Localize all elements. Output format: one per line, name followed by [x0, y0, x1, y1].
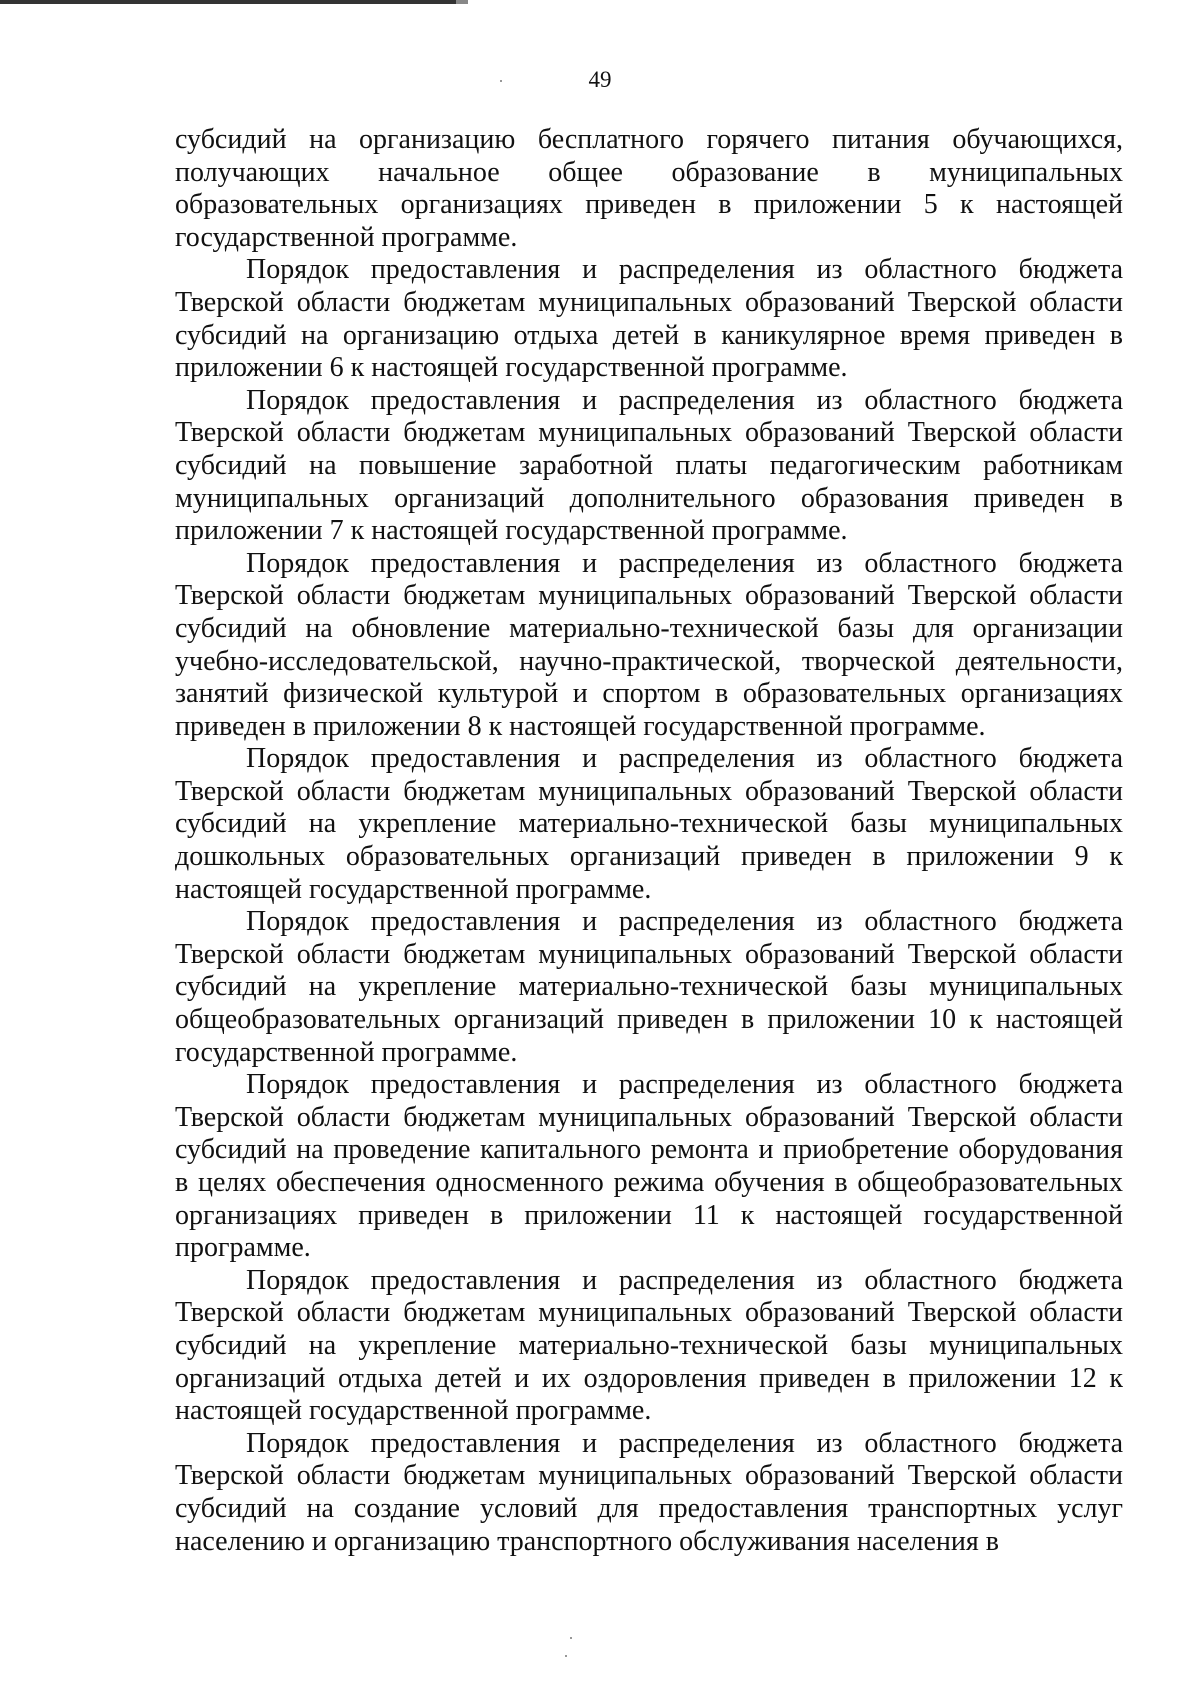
paragraph: Порядок предоставления и распределения из областного бюджета Тверской области бюджетам муниципальных образований Тверской области субсидий на укрепление материально-технической базы муниципальных организаций отдыха детей и их оздоровления приведен в приложении 12 к настоящей государственной программе. [175, 1264, 1123, 1427]
page-number: 49 [588, 67, 612, 92]
paragraph: Порядок предоставления и распределения из областного бюджета Тверской области бюджетам муниципальных образований Тверской области субсидий на обновление материально-технической базы для организации учебно-исследовательской, научно-практической, творческой деятельности, занятий физической культурой и спортом в образовательных организациях приведен в приложении 8 к настоящей государственной программе. [175, 547, 1123, 742]
scan-top-edge [0, 0, 1200, 4]
paragraph: Порядок предоставления и распределения из областного бюджета Тверской области бюджетам муниципальных образований Тверской области субсидий на укрепление материально-технической базы муниципальных дошкольных образовательных организаций приведен в приложении 9 к настоящей государственной программе. [175, 743, 1123, 905]
paragraph: Порядок предоставления и распределения из областного бюджета Тверской области бюджетам муниципальных образований Тверской области субсидий на организацию отдыха детей в каникулярное время приведен в приложении 6 к настоящей государственной программе. [175, 254, 1123, 384]
paragraph: Порядок предоставления и распределения из областного бюджета Тверской области бюджетам муниципальных образований Тверской области субсидий на проведение капитального ремонта и приобретение оборудования в целях обеспечения односменного режима обучения в общеобразовательных организациях приведен в приложении 11 к настоящей государственной программе. [175, 1069, 1123, 1264]
paragraph-continued: Порядок предоставления и распределения из областного бюджета Тверской области бюджетам муниципальных образований Тверской области субсидий на создание условий для предоставления транспортных услуг населению и организацию транспортного обслуживания населения в [175, 1427, 1123, 1557]
paragraph-continuation: субсидий на организацию бесплатного горячего питания обучающихся, получающих начальное общее образование в муниципальных образовательных организациях приведен в приложении 5 к настоящей государственной программе. [175, 124, 1123, 253]
paragraph: Порядок предоставления и распределения из областного бюджета Тверской области бюджетам муниципальных образований Тверской области субсидий на укрепление материально-технической базы муниципальных общеобразовательных организаций приведен в приложении 10 к настоящей государственной программе. [175, 906, 1123, 1068]
scan-speck [500, 80, 502, 82]
paragraph: Порядок предоставления и распределения из областного бюджета Тверской области бюджетам муниципальных образований Тверской области субсидий на повышение заработной платы педагогическим работникам муниципальных организаций дополнительного образования приведен в приложении 7 к настоящей государственной программе. [175, 384, 1123, 547]
scan-speck [570, 1637, 572, 1639]
scan-speck [565, 1655, 567, 1657]
document-body [175, 124, 1123, 1558]
